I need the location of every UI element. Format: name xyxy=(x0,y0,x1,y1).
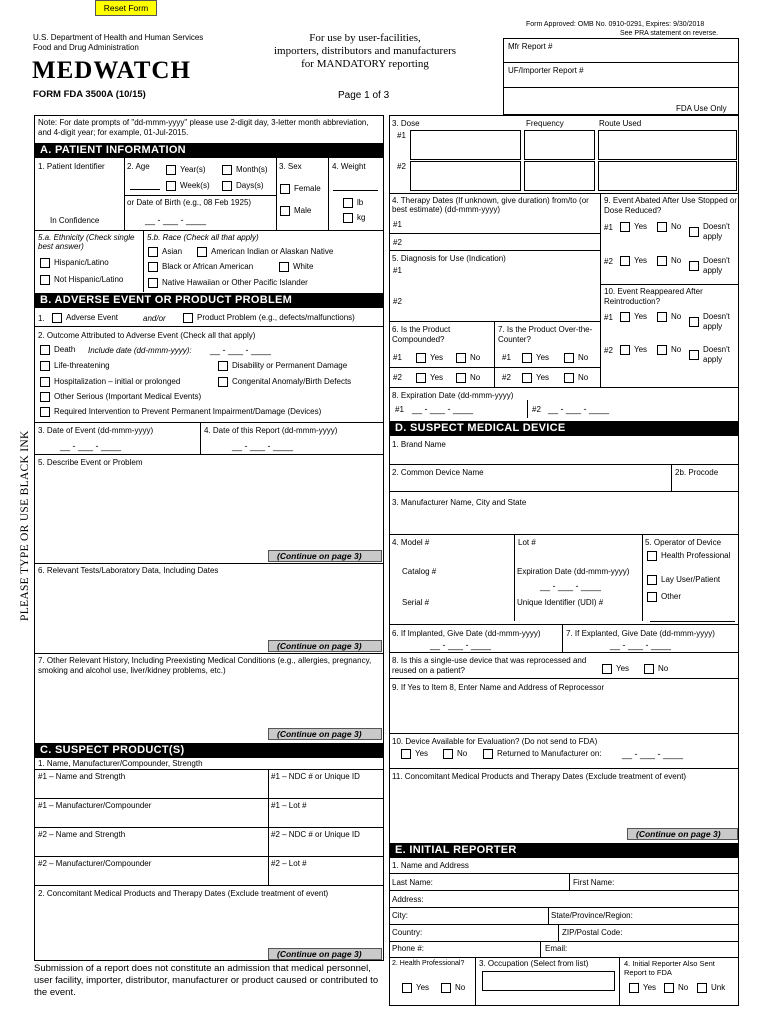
comp1-no[interactable]: No xyxy=(456,353,480,363)
reappeared2-na[interactable]: Doesn't apply xyxy=(689,345,739,365)
outcome-label: 2. Outcome Attributed to Adverse Event (Check all that apply) xyxy=(38,331,256,340)
also-sent-yes[interactable]: Yes xyxy=(629,983,656,993)
frequency-label: Frequency xyxy=(526,119,564,128)
side-instruction: PLEASE TYPE OR USE BLACK INK xyxy=(19,430,31,621)
implanted-label: 6. If Implanted, Give Date (dd-mmm-yyyy) xyxy=(392,629,541,638)
reappeared1-no[interactable]: No xyxy=(657,312,681,322)
section-d-header: D. SUSPECT MEDICAL DEVICE xyxy=(390,421,738,436)
death-checkbox[interactable]: Death xyxy=(40,345,75,355)
lot1-label: #1 – Lot # xyxy=(271,801,307,810)
city-label: City: xyxy=(392,911,408,920)
model-label: 4. Model # xyxy=(392,538,430,547)
single-use-no[interactable]: No xyxy=(644,664,668,674)
returned-checkbox[interactable]: Returned to Manufacturer on: xyxy=(483,749,602,759)
brand-name-label: 1. Brand Name xyxy=(392,440,446,449)
uf-report-label: UF/Importer Report # xyxy=(508,66,584,75)
date-event-mask[interactable]: __ - ___ - ____ xyxy=(60,441,122,451)
male-checkbox[interactable]: Male xyxy=(280,206,311,216)
dept-line1: U.S. Department of Health and Human Services xyxy=(33,33,204,42)
continue-tests-button[interactable]: (Continue on page 3) xyxy=(268,640,382,652)
nhpi-checkbox[interactable]: Native Hawaiian or Other Pacific Islander xyxy=(148,278,308,288)
operator-other-checkbox[interactable]: Other xyxy=(647,592,681,602)
exp-n2: #2 xyxy=(532,405,541,414)
congenital-checkbox[interactable]: Congenital Anomaly/Birth Defects xyxy=(218,377,351,387)
lot-label: Lot # xyxy=(518,538,536,547)
comp-n2: #2 xyxy=(393,373,402,382)
ethnicity-label: 5.a. Ethnicity (Check single best answer) xyxy=(38,233,135,251)
ndc1-label: #1 – NDC # or Unique ID xyxy=(271,772,360,781)
name-address-label: 1. Name and Address xyxy=(392,861,469,870)
other-serious-checkbox[interactable]: Other Serious (Important Medical Events) xyxy=(40,392,201,402)
amind-checkbox[interactable]: American Indian or Alaskan Native xyxy=(197,247,333,257)
c-concomitant-label: 2. Concomitant Medical Products and Therapy Dates (Exclude treatment of event) xyxy=(38,889,329,898)
route-label: Route Used xyxy=(599,119,642,128)
adverse-event-checkbox[interactable]: Adverse Event xyxy=(52,313,118,323)
date-event-label: 3. Date of Event (dd-mmm-yyyy) xyxy=(38,426,154,435)
continue-c-button[interactable]: (Continue on page 3) xyxy=(268,948,382,960)
dose2-input[interactable] xyxy=(410,161,521,191)
section-e-header: E. INITIAL REPORTER xyxy=(390,843,738,858)
serial-label: Serial # xyxy=(402,598,430,607)
occupation-label: 3. Occupation (Select from list) xyxy=(479,959,589,968)
comp1-yes[interactable]: Yes xyxy=(416,353,443,363)
black-checkbox[interactable]: Black or African American xyxy=(148,262,253,272)
also-sent-label: 4. Initial Reporter Also Sent Report to FDA xyxy=(624,959,715,977)
age-label: 2. Age xyxy=(127,162,150,171)
dose-n2: #2 xyxy=(397,162,406,171)
abated2-yes[interactable]: Yes xyxy=(620,256,647,266)
tests-label: 6. Relevant Tests/Laboratory Data, Including Dates xyxy=(38,566,219,575)
dose-n1: #1 xyxy=(397,131,406,140)
device-exp-mask[interactable]: __ - ___ - ____ xyxy=(540,581,602,591)
months-checkbox[interactable]: Month(s) xyxy=(222,165,268,175)
common-name-label: 2. Common Device Name xyxy=(392,468,484,477)
therapy-dates-label: 4. Therapy Dates (If unknown, give duration) from/to (or best estimate) (dd-mmm-yyyy) xyxy=(392,196,589,214)
mfr-report-label: Mfr Report # xyxy=(508,42,553,51)
in-confidence-label: In Confidence xyxy=(50,216,100,225)
include-date-label: Include date (dd-mmm-yyyy): xyxy=(88,346,192,355)
diagnosis-n2: #2 xyxy=(393,297,402,306)
freq2-input[interactable] xyxy=(524,161,595,191)
product-problem-checkbox[interactable]: Product Problem (e.g., defects/malfunctions) xyxy=(183,313,355,323)
e-health-no[interactable]: No xyxy=(441,983,465,993)
lb-checkbox[interactable]: lb xyxy=(343,198,363,208)
diagnosis-n1: #1 xyxy=(393,266,402,275)
omb-approval: Form Approved: OMB No. 0910-0291, Expires: 9/30/2018 xyxy=(526,21,705,28)
weight-label: 4. Weight xyxy=(332,162,366,171)
purpose-line3: for MANDATORY reporting xyxy=(301,58,429,70)
disability-checkbox[interactable]: Disability or Permanent Damage xyxy=(218,361,347,371)
exp2-mask[interactable]: __ - ___ - ____ xyxy=(548,404,610,414)
asian-checkbox[interactable]: Asian xyxy=(148,247,182,257)
kg-checkbox[interactable]: kg xyxy=(343,213,365,223)
otc1-no[interactable]: No xyxy=(564,353,588,363)
patient-identifier-label: 1. Patient Identifier xyxy=(38,162,105,171)
comp2-no[interactable]: No xyxy=(456,373,480,383)
otc2-no[interactable]: No xyxy=(564,373,588,383)
comp2-yes[interactable]: Yes xyxy=(416,373,443,383)
therapy-n1: #1 xyxy=(393,220,402,229)
hospitalization-checkbox[interactable]: Hospitalization – initial or prolonged xyxy=(40,377,180,387)
reset-form-button[interactable]: Reset Form xyxy=(95,0,157,16)
purpose-text xyxy=(265,32,465,71)
freq1-input[interactable] xyxy=(524,130,595,160)
otc-n2: #2 xyxy=(502,373,511,382)
exp-n1: #1 xyxy=(395,405,404,414)
health-prof-label: 2. Health Professional? xyxy=(392,960,465,967)
reappeared-n1: #1 xyxy=(604,313,613,322)
history-label: 7. Other Relevant History, Including Preexisting Medical Conditions (e.g., allergies, pregnancy, smoking and alcohol use, liver/kidney problems, etc.) xyxy=(38,656,372,675)
otc-n1: #1 xyxy=(502,353,511,362)
mfr2-label: #2 – Manufacturer/Compounder xyxy=(38,859,152,868)
name2-label: #2 – Name and Strength xyxy=(38,830,126,839)
abated2-no[interactable]: No xyxy=(657,256,681,266)
date-report-label: 4. Date of this Report (dd-mmm-yyyy) xyxy=(204,426,338,435)
b1-number: 1. xyxy=(38,314,45,323)
available-yes[interactable]: Yes xyxy=(401,749,428,759)
operator-label: 5. Operator of Device xyxy=(645,538,722,547)
continue-history-button[interactable]: (Continue on page 3) xyxy=(268,728,382,740)
occupation-select[interactable] xyxy=(482,971,615,991)
abated-n2: #2 xyxy=(604,257,613,266)
page-indicator: Page 1 of 3 xyxy=(338,90,390,101)
also-sent-no[interactable]: No xyxy=(664,983,688,993)
purpose-line1: For use by user-facilities, xyxy=(309,32,421,44)
years-checkbox[interactable]: Year(s) xyxy=(166,165,206,175)
death-date-mask[interactable]: __ - ___ - ____ xyxy=(210,345,272,355)
hispanic-checkbox[interactable]: Hispanic/Latino xyxy=(40,258,109,268)
and-or-label: and/or xyxy=(143,314,166,323)
dept-line2: Food and Drug Administration xyxy=(33,43,139,52)
lay-user-checkbox[interactable]: Lay User/Patient xyxy=(647,575,720,585)
therapy-n2: #2 xyxy=(393,238,402,247)
lot2-label: #2 – Lot # xyxy=(271,859,307,868)
route1-input[interactable] xyxy=(598,130,737,160)
first-name-label: First Name: xyxy=(573,878,615,887)
form-number: FORM FDA 3500A (10/15) xyxy=(33,89,146,100)
dob-label: or Date of Birth (e.g., 08 Feb 1925) xyxy=(127,198,252,207)
describe-event-label: 5. Describe Event or Problem xyxy=(38,458,143,467)
dose-label: 3. Dose xyxy=(392,119,420,128)
abated1-na[interactable]: Doesn't apply xyxy=(689,222,739,242)
available-label: 10. Device Available for Evaluation? (Do not send to FDA) xyxy=(392,737,598,746)
procode-label: 2b. Procode xyxy=(675,468,719,477)
abated1-yes[interactable]: Yes xyxy=(620,222,647,232)
exp1-mask[interactable]: __ - ___ - ____ xyxy=(412,404,474,414)
date-note: Note: For date prompts of "dd-mmm-yyyy" please use 2-digit day, 3-letter month abbreviation, and 4-digit year; for example, 01-Jul-2015. xyxy=(38,118,369,137)
comp-n1: #1 xyxy=(393,353,402,362)
days-checkbox[interactable]: Days(s) xyxy=(222,181,264,191)
event-abated-label: 9. Event Abated After Use Stopped or Dose Reduced? xyxy=(604,196,737,215)
race-label: 5.b. Race (Check all that apply) xyxy=(147,233,259,242)
last-name-label: Last Name: xyxy=(392,878,433,887)
device-mfr-label: 3. Manufacturer Name, City and State xyxy=(392,498,527,507)
reappeared1-yes[interactable]: Yes xyxy=(620,312,647,322)
reappeared1-na[interactable]: Doesn't apply xyxy=(689,312,739,332)
medwatch-logo: MEDWATCH xyxy=(32,57,191,84)
dob-mask[interactable]: __ - ___ - ____ xyxy=(145,215,207,225)
abated1-no[interactable]: No xyxy=(657,222,681,232)
pra-statement: See PRA statement on reverse. xyxy=(620,30,719,37)
otc-label: 7. Is the Product Over-the-Counter? xyxy=(498,325,593,344)
otc2-yes[interactable]: Yes xyxy=(522,373,549,383)
reprocessor-label: 9. If Yes to Item 8, Enter Name and Address of Reprocessor xyxy=(392,683,605,692)
implanted-mask[interactable]: __ - ___ - ____ xyxy=(430,640,492,650)
route2-input[interactable] xyxy=(598,161,737,191)
mfr1-label: #1 – Manufacturer/Compounder xyxy=(38,801,152,810)
health-prof-checkbox[interactable]: Health Professional xyxy=(647,551,731,561)
address-label: Address: xyxy=(392,895,424,904)
also-sent-unk[interactable]: Unk xyxy=(697,983,725,993)
purpose-line2: importers, distributors and manufacturers xyxy=(273,45,457,57)
zip-label: ZIP/Postal Code: xyxy=(562,928,623,937)
section-a-header: A. PATIENT INFORMATION xyxy=(35,143,383,158)
dose1-input[interactable] xyxy=(410,130,521,160)
not-hispanic-checkbox[interactable]: Not Hispanic/Latino xyxy=(40,275,123,285)
section-c-header: C. SUSPECT PRODUCT(S) xyxy=(35,743,383,758)
explanted-label: 7. If Explanted, Give Date (dd-mmm-yyyy) xyxy=(566,629,715,638)
otc1-yes[interactable]: Yes xyxy=(522,353,549,363)
returned-mask[interactable]: __ - ___ - ____ xyxy=(622,749,684,759)
country-label: Country: xyxy=(392,928,423,937)
single-use-yes[interactable]: Yes xyxy=(602,664,629,674)
fda-use-only: FDA Use Only xyxy=(676,104,727,113)
device-exp-label: Expiration Date (dd-mmm-yyyy) xyxy=(517,567,630,576)
available-no[interactable]: No xyxy=(443,749,467,759)
state-label: State/Province/Region: xyxy=(551,911,633,920)
date-report-mask[interactable]: __ - ___ - ____ xyxy=(232,441,294,451)
intervention-checkbox[interactable]: Required Intervention to Prevent Permanent Impairment/Damage (Devices) xyxy=(40,407,321,417)
sex-label: 3. Sex xyxy=(279,162,302,171)
email-label: Email: xyxy=(545,944,568,953)
abated2-na[interactable]: Doesn't apply xyxy=(689,256,739,276)
weeks-checkbox[interactable]: Week(s) xyxy=(166,181,210,191)
life-threatening-checkbox[interactable]: Life-threatening xyxy=(40,361,110,371)
disclaimer: Submission of a report does not constitute an admission that medical personnel, user facility, importer, distributor, manufacturer or product caused or contributed to the event. xyxy=(34,963,379,998)
reappeared2-no[interactable]: No xyxy=(657,345,681,355)
ndc2-label: #2 – NDC # or Unique ID xyxy=(271,830,360,839)
catalog-label: Catalog # xyxy=(402,567,437,576)
reappeared-n2: #2 xyxy=(604,346,613,355)
udi-label: Unique Identifier (UDI) # xyxy=(517,598,604,607)
phone-label: Phone #: xyxy=(392,944,425,953)
reappeared2-yes[interactable]: Yes xyxy=(620,345,647,355)
reappeared-label: 10. Event Reappeared After Reintroduction? xyxy=(604,287,703,306)
expiration-label: 8. Expiration Date (dd-mmm-yyyy) xyxy=(392,391,514,400)
e-health-yes[interactable]: Yes xyxy=(402,983,429,993)
continue-describe-button[interactable]: (Continue on page 3) xyxy=(268,550,382,562)
single-use-label: 8. Is this a single-use device that was reprocessed and reused on a patient? xyxy=(392,656,587,675)
white-checkbox[interactable]: White xyxy=(279,262,313,272)
product-name-label: 1. Name, Manufacturer/Compounder, Strength xyxy=(38,759,203,768)
section-b-header: B. ADVERSE EVENT OR PRODUCT PROBLEM xyxy=(35,293,383,308)
female-checkbox[interactable]: Female xyxy=(280,184,321,194)
explanted-mask[interactable]: __ - ___ - ____ xyxy=(610,640,672,650)
continue-d-button[interactable]: (Continue on page 3) xyxy=(627,828,738,840)
compounded-label: 6. Is the Product Compounded? xyxy=(392,325,451,344)
name1-label: #1 – Name and Strength xyxy=(38,772,126,781)
abated-n1: #1 xyxy=(604,223,613,232)
diagnosis-label: 5. Diagnosis for Use (Indication) xyxy=(392,254,506,263)
d-concomitant-label: 11. Concomitant Medical Products and Therapy Dates (Exclude treatment of event) xyxy=(392,772,687,781)
